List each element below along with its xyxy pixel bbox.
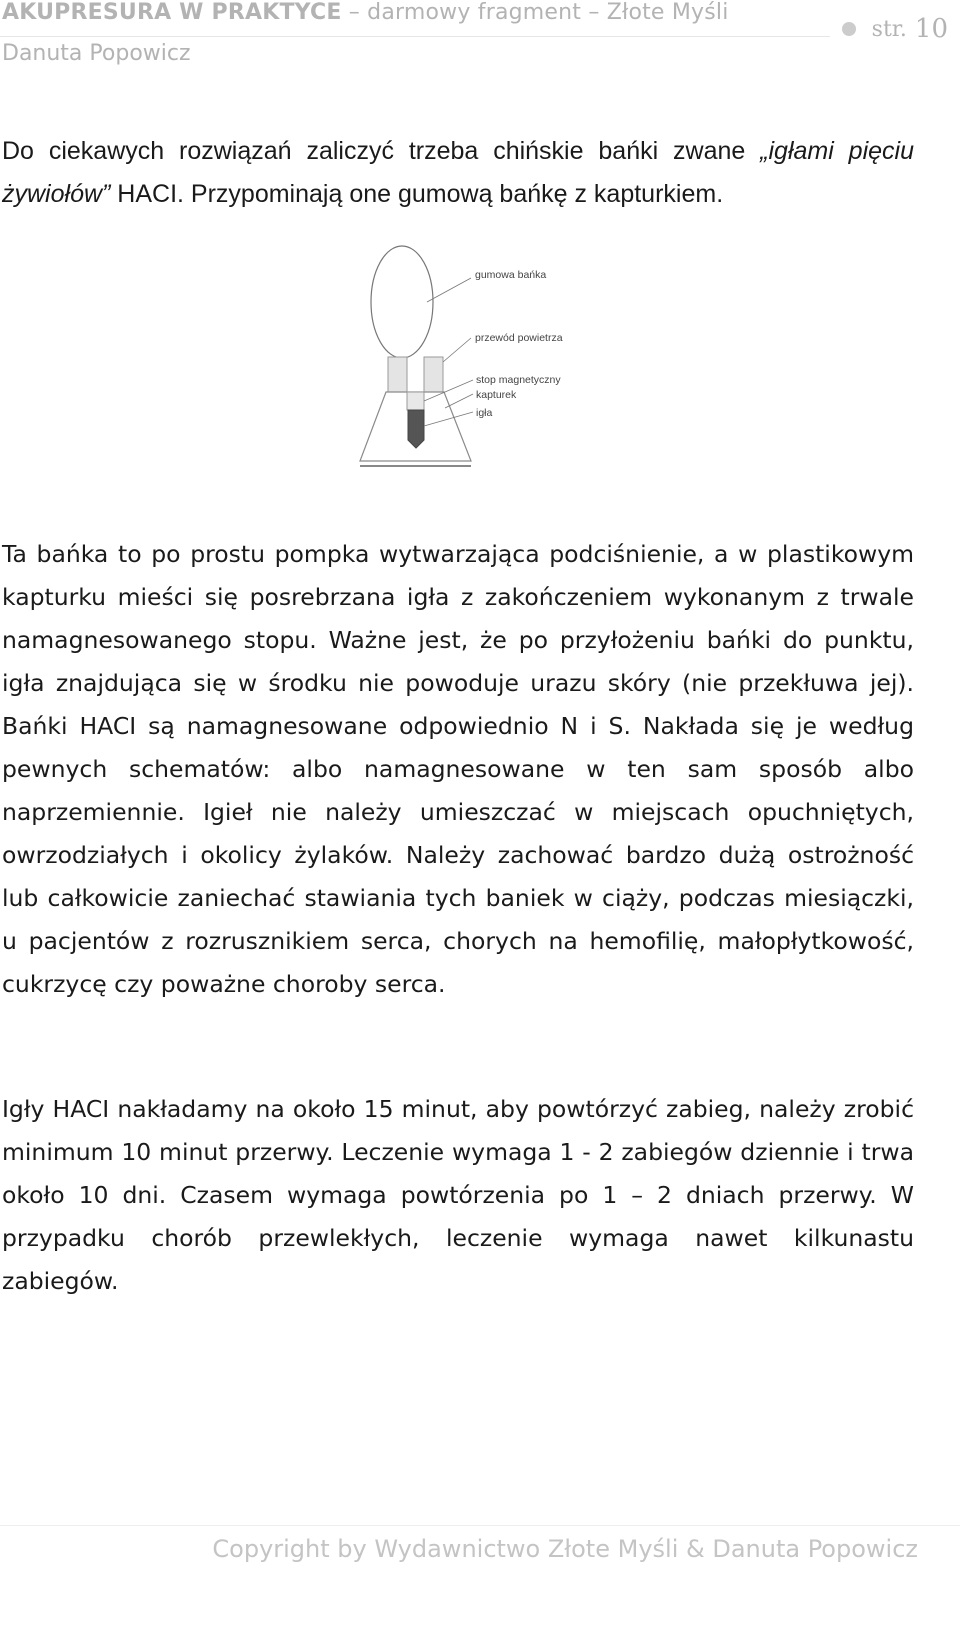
intro-text-2: HACI. Przypominają one gumową bańkę z kapturkiem. xyxy=(110,180,724,208)
magnetic-stop-shape xyxy=(407,392,424,410)
air-tube-left xyxy=(388,357,407,393)
label-bulb: gumowa bańka xyxy=(475,269,547,281)
page-number: 10 xyxy=(914,14,948,44)
page-label: str. xyxy=(871,16,907,42)
intro-text-1: Do ciekawych rozwiązań zaliczyć trzeba chińskie bańki zwane xyxy=(2,137,761,165)
label-cap: kapturek xyxy=(476,389,517,401)
header-title-bold: AKUPRESURA W PRAKTYCE xyxy=(2,0,342,25)
needle-shape xyxy=(408,410,424,448)
label-tube: przewód powietrza xyxy=(475,332,563,344)
rubber-bulb-shape xyxy=(371,246,433,358)
label-stop: stop magnetyczny xyxy=(476,374,561,386)
header-divider xyxy=(0,36,830,37)
page-number-indicator xyxy=(842,14,948,44)
intro-italic: „igłami pięciu żywiołów” xyxy=(2,137,914,208)
air-tube-right xyxy=(424,357,443,393)
footer-copyright: Copyright by Wydawnictwo Złote Myśli & Danuta Popowicz xyxy=(212,1535,918,1563)
leader-cap xyxy=(445,394,473,408)
header-title xyxy=(2,0,729,25)
footer-divider xyxy=(0,1525,960,1526)
intro-paragraph xyxy=(2,130,914,216)
body-paragraph: Ta bańka to po prostu pompka wytwarzająca podciśnienie, a w plastikowym kapturku mieści się posrebrzana igła z zakończeniem wykonanym z trwale namagnesowanego stopu. Ważne jest, że po przyłożeniu bańki do punktu, igła znajdująca się w środku nie powoduje urazu skóry (nie przekłuwa jej). Bańki HACI są namagnesowane odpowiednio N i S. Nakłada się je według pewnych schematów: albo namagnesowane w ten sam sposób albo naprzemiennie. Igieł nie należy umieszczać w miejscach opuchniętych, owrzodziałych i okolicy żylaków. Należy zachować bardzo dużą ostrożność lub całkowicie zaniechać stawiania tych baniek w ciąży, podczas miesiączki, u pacjentów z rozrusznikiem serca, chorych na hemofilię, małopłytkowość, cukrzycę czy poważne choroby serca. xyxy=(2,540,914,998)
leader-bulb xyxy=(427,278,471,302)
haci-cup-diagram xyxy=(355,240,595,472)
treatment-paragraph: Igły HACI nakładamy na około 15 minut, aby powtórzyć zabieg, należy zrobić minimum 10 minut przerwy. Leczenie wymaga 1 - 2 zabiegów dziennie i trwa około 10 dni. Czasem wymaga powtórzenia po 1 – 2 dniach przerwy. W przypadku chorób przewlekłych, leczenie wymaga nawet kilkunastu zabiegów. xyxy=(2,1095,914,1295)
label-needle: igła xyxy=(476,407,493,419)
leader-tube xyxy=(443,338,471,362)
header-author: Danuta Popowicz xyxy=(2,41,191,66)
header-title-rest: – darmowy fragment – Złote Myśli xyxy=(341,0,729,25)
bullet-icon xyxy=(842,22,856,36)
